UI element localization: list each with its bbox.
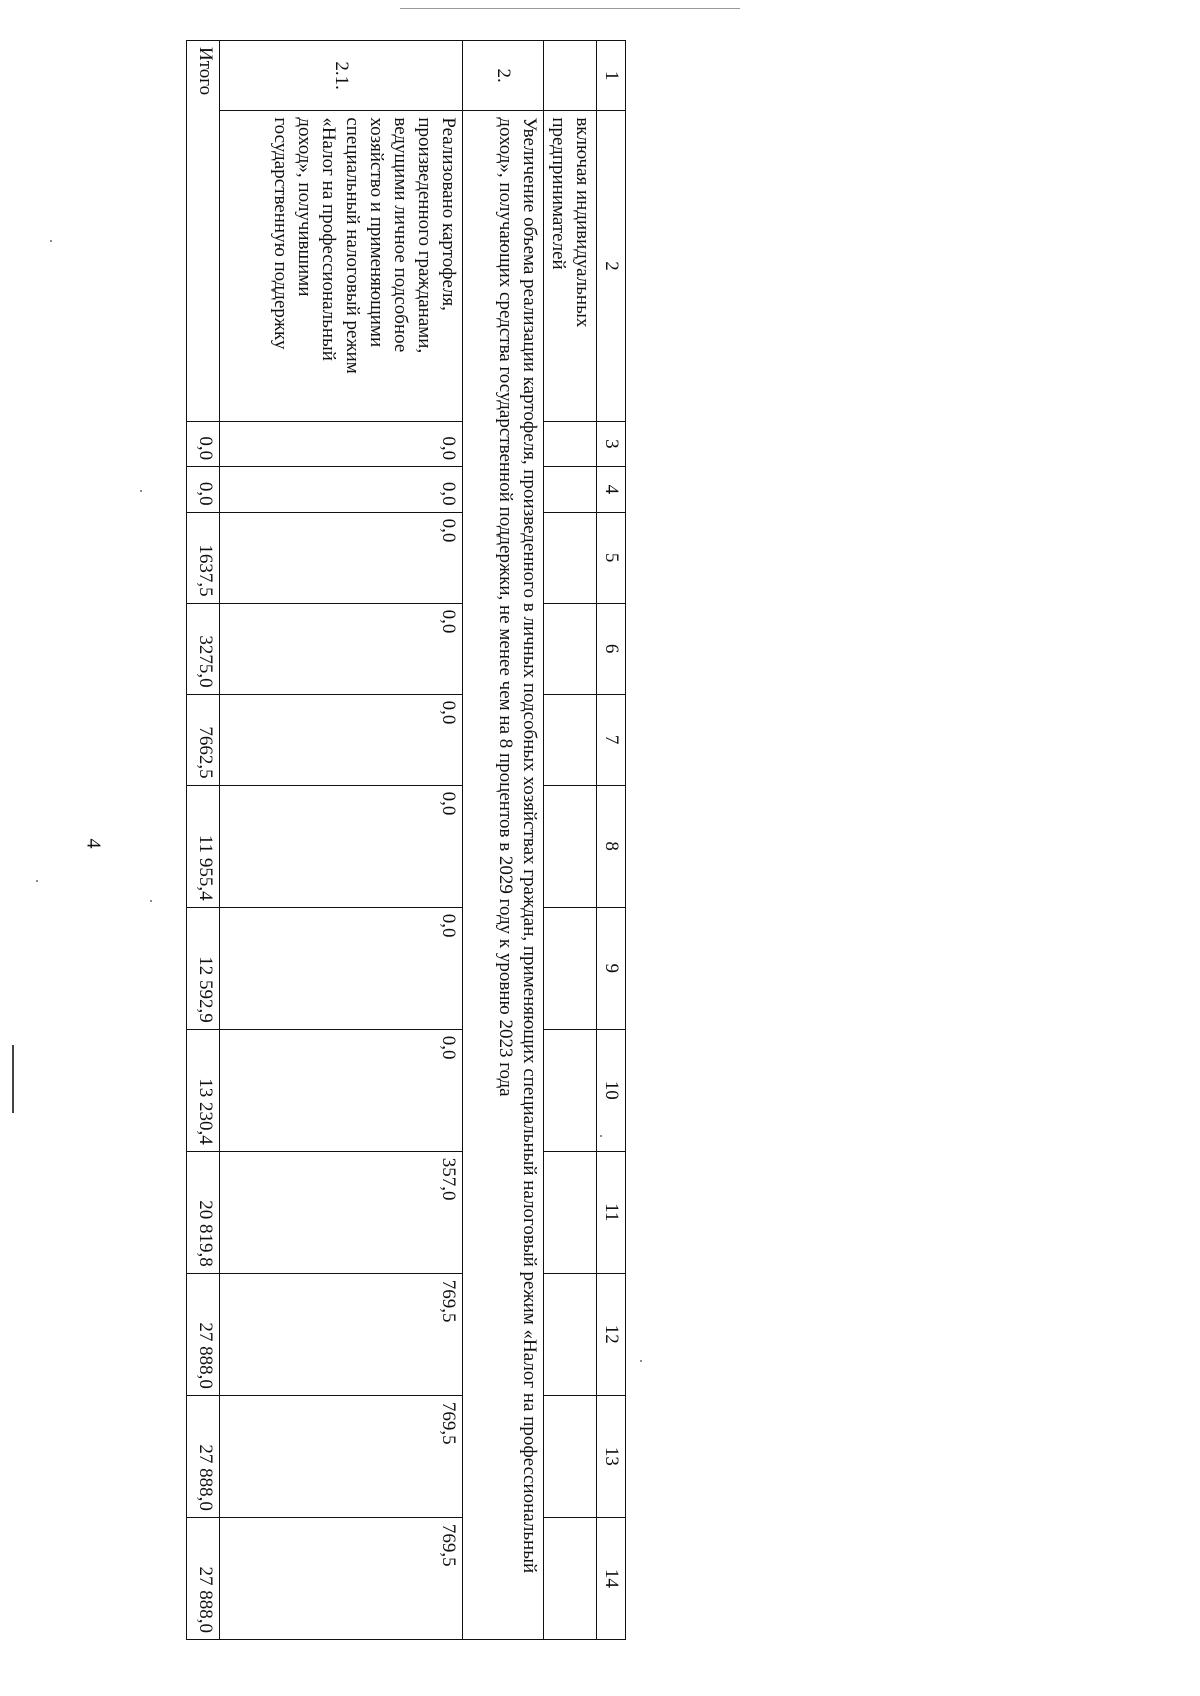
- total-value: 11 955,4: [187, 785, 220, 907]
- header-cell: 2: [597, 111, 626, 421]
- total-value: 27 888,0: [187, 1273, 220, 1395]
- header-cell: 13: [597, 1395, 626, 1517]
- value-cell: 357,0: [220, 1151, 463, 1273]
- total-row: [187, 41, 220, 1640]
- value-cell: 769,5: [220, 1273, 463, 1395]
- header-cell: 5: [597, 512, 626, 603]
- total-value: 12 592,9: [187, 907, 220, 1029]
- table-cell: [544, 467, 597, 513]
- total-value: 20 819,8: [187, 1151, 220, 1273]
- table-cell: [544, 785, 597, 907]
- value-cell: 0,0: [220, 467, 463, 513]
- header-cell: 7: [597, 694, 626, 785]
- value-cell: 0,0: [220, 421, 463, 467]
- table-cell: [544, 41, 597, 111]
- data-table: [186, 40, 626, 1640]
- value-cell: 0,0: [220, 603, 463, 694]
- header-cell: 9: [597, 907, 626, 1029]
- scan-artifact-line: [400, 8, 740, 9]
- page-number: 4: [82, 838, 105, 849]
- value-cell: 769,5: [220, 1395, 463, 1517]
- row-number: 2.1.: [220, 41, 463, 111]
- table-cell: [544, 421, 597, 467]
- table-cell: [544, 1395, 597, 1517]
- scan-speck: [36, 880, 38, 882]
- scan-speck: [50, 240, 52, 242]
- rotated-table-container: [174, 40, 626, 1640]
- table-cell: [544, 1151, 597, 1273]
- table-header-row: [597, 41, 626, 1640]
- value-cell: 0,0: [220, 1029, 463, 1151]
- section-title: Увеличение объема реализации картофеля, произведенного в личных подсобных хозяйствах граждан, применяющих специальный налоговый режим «Налог на профессиональный доход», получающих средства государственной поддержки, не менее чем на 8 процентов в 2029 году к уровню 2023 года: [463, 111, 544, 1640]
- total-value: 0,0: [187, 421, 220, 467]
- header-cell: 10: [597, 1029, 626, 1151]
- continuation-text: включая индивидуальных предпринимателей: [544, 111, 597, 421]
- total-value: 27 888,0: [187, 1395, 220, 1517]
- total-value: 27 888,0: [187, 1517, 220, 1639]
- header-cell: 3: [597, 421, 626, 467]
- value-cell: 0,0: [220, 785, 463, 907]
- total-value: 1637,5: [187, 512, 220, 603]
- value-cell: 769,5: [220, 1517, 463, 1639]
- total-label: Итого: [187, 41, 220, 422]
- table-cell: [544, 603, 597, 694]
- table-cell: [544, 1517, 597, 1639]
- total-value: 7662,5: [187, 694, 220, 785]
- table-row: [544, 41, 597, 1640]
- header-cell: 1: [597, 41, 626, 111]
- total-value: 3275,0: [187, 603, 220, 694]
- total-value: 0,0: [187, 467, 220, 513]
- table-cell: [544, 907, 597, 1029]
- header-cell: 14: [597, 1517, 626, 1639]
- scan-speck: [150, 900, 152, 902]
- row-name: Реализовано картофеля, произведенного гражданами, ведущими личное подсобное хозяйство и применяющими специальный налоговый режим «Налог на профессиональный доход», получившими государственную поддержку: [220, 111, 463, 421]
- table-cell: [544, 1273, 597, 1395]
- header-cell: 12: [597, 1273, 626, 1395]
- scan-speck: [640, 1360, 642, 1362]
- header-cell: 8: [597, 785, 626, 907]
- table-cell: [544, 694, 597, 785]
- scan-artifact-mark: [12, 1045, 14, 1113]
- table-cell: [544, 512, 597, 603]
- value-cell: 0,0: [220, 907, 463, 1029]
- header-cell: 6: [597, 603, 626, 694]
- table-row: [220, 41, 463, 1640]
- header-cell: 4: [597, 467, 626, 513]
- value-cell: 0,0: [220, 512, 463, 603]
- header-cell: 11: [597, 1151, 626, 1273]
- scan-speck: [140, 490, 142, 492]
- table-cell: [544, 1029, 597, 1151]
- total-value: 13 230,4: [187, 1029, 220, 1151]
- value-cell: 0,0: [220, 694, 463, 785]
- section-number: 2.: [463, 41, 544, 111]
- section-row: [463, 41, 544, 1640]
